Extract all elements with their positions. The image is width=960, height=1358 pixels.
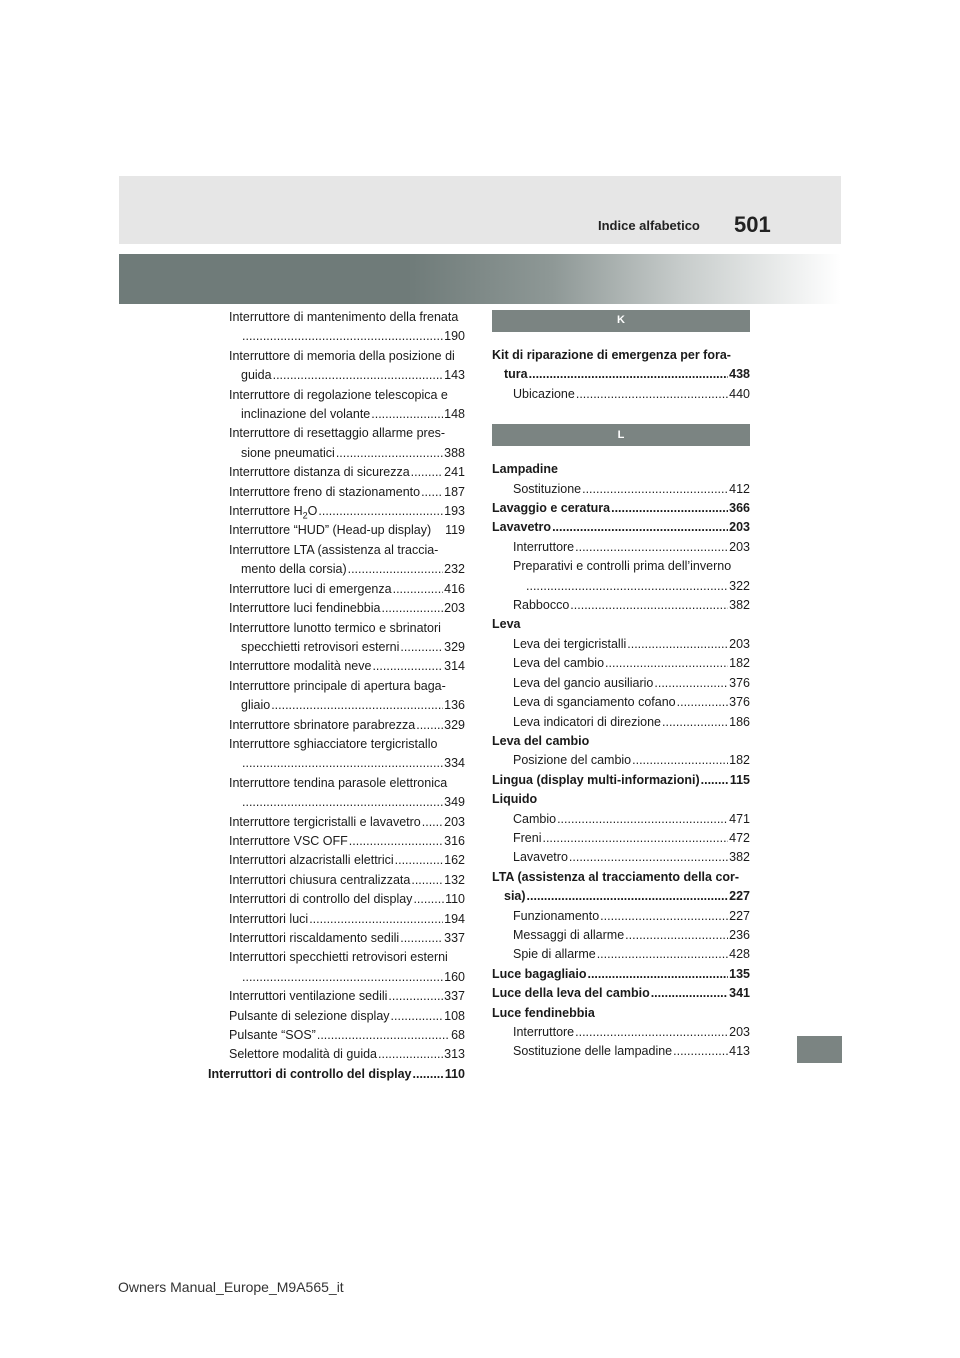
- index-entry-text: Interruttore luci fendinebbia: [229, 601, 381, 616]
- index-page-number: 132: [444, 872, 465, 887]
- index-entry: [492, 984, 750, 1003]
- index-entry-text: Leva di sganciamento cofano: [513, 695, 676, 710]
- dot-leader: [570, 596, 728, 615]
- dot-leader: [391, 1007, 444, 1026]
- index-page-number: 428: [729, 947, 750, 962]
- index-page-number: 108: [444, 1008, 465, 1023]
- index-entry-text: Interruttore di regolazione telescopica e: [229, 387, 448, 402]
- index-entry-text: Interruttore LTA (assistenza al traccia-: [229, 542, 439, 557]
- dot-leader: [271, 696, 443, 715]
- index-entry-text: Freni: [513, 830, 542, 845]
- index-entry: [208, 599, 465, 618]
- dot-leader: [416, 716, 443, 735]
- index-entry: [492, 460, 750, 479]
- dot-leader: [413, 1065, 444, 1084]
- index-entry: [492, 346, 750, 385]
- index-entry-text: Interruttore di memoria della posizione di: [229, 348, 455, 363]
- index-entry-text: Lingua (display multi-informazioni): [492, 772, 700, 787]
- dot-leader: [317, 1026, 450, 1045]
- index-page-number: 187: [444, 484, 465, 499]
- index-page-number: 329: [444, 639, 465, 654]
- index-entry-text: Interruttori ventilazione sedili: [229, 989, 388, 1004]
- dot-leader: [526, 577, 728, 596]
- index-entry-text: Rabbocco: [513, 598, 570, 613]
- dot-leader: [673, 1042, 728, 1061]
- dot-leader: [349, 832, 443, 851]
- index-entry: [208, 424, 465, 463]
- index-page-number: 203: [729, 539, 750, 554]
- index-entry: [492, 810, 750, 829]
- dot-leader: [242, 793, 443, 812]
- index-page-number: 203: [444, 601, 465, 616]
- index-entry: [492, 1004, 750, 1023]
- index-page-number: 110: [445, 892, 465, 907]
- dot-leader: [400, 638, 443, 657]
- dot-leader: [318, 502, 443, 521]
- index-entry-text: Ubicazione: [513, 386, 575, 401]
- dot-leader: [587, 965, 728, 984]
- section-header-k: K: [492, 310, 750, 332]
- dot-leader: [654, 674, 728, 693]
- index-page-number: 382: [729, 850, 750, 865]
- dot-leader: [309, 910, 443, 929]
- index-page-number: 148: [444, 407, 465, 422]
- index-entry: [208, 1007, 465, 1026]
- index-page-number: 203: [729, 1025, 750, 1039]
- section-k-entries: [492, 346, 750, 404]
- index-page-number: 314: [444, 659, 465, 674]
- index-page-number: 160: [444, 969, 465, 984]
- index-entry: [492, 751, 750, 770]
- index-entry-text: Leva del gancio ausiliario: [513, 675, 654, 690]
- index-entry-text: Interruttore: [513, 539, 575, 554]
- index-page-number: 190: [444, 329, 465, 344]
- index-entry-text: Funzionamento: [513, 908, 600, 923]
- index-page-number: 329: [444, 717, 465, 732]
- index-page-number: 119: [445, 523, 465, 538]
- index-entry-text: Interruttori specchietti retrovisori esterni: [229, 950, 448, 965]
- index-entry-text: Pulsante “SOS”: [229, 1028, 316, 1043]
- index-entry-text: Liquido: [492, 792, 538, 807]
- index-page-number: 413: [729, 1044, 750, 1059]
- dot-leader: [605, 654, 728, 673]
- dot-leader: [576, 385, 728, 404]
- dot-leader: [575, 538, 728, 557]
- index-entry: [208, 657, 465, 676]
- index-page-number: 438: [729, 367, 750, 382]
- index-entry: [492, 907, 750, 926]
- index-entry: [492, 926, 750, 945]
- dot-leader: [400, 929, 443, 948]
- index-entry-text: mento della corsia): [241, 562, 347, 577]
- index-entry-text: Interruttori riscaldamento sedili: [229, 931, 400, 945]
- index-entry: [492, 1042, 750, 1061]
- dot-leader: [625, 926, 728, 945]
- index-page-number: 194: [444, 911, 465, 926]
- index-entry-text: Interruttore di resettaggio allarme pres-: [229, 426, 446, 441]
- dot-leader: [395, 851, 444, 870]
- index-entry-text: Interruttore tendina parasole elettronica: [229, 775, 448, 790]
- index-entry-text: Interruttore luci di emergenza: [229, 581, 392, 596]
- index-page-number: 193: [444, 504, 465, 519]
- index-page-number: 334: [444, 756, 465, 771]
- index-entry-text: gliaio: [241, 698, 271, 713]
- index-page-number: 440: [729, 386, 750, 401]
- index-entry-text: tura: [504, 367, 528, 382]
- index-entry-text: Sostituzione delle lampadine: [513, 1044, 673, 1059]
- dot-leader: [627, 635, 728, 654]
- dot-leader: [575, 1023, 728, 1042]
- index-entry: [208, 910, 465, 929]
- index-entry-text: Sostituzione: [513, 481, 582, 496]
- index-page-number: 203: [444, 814, 465, 829]
- section-thumb-tab: [797, 1036, 842, 1063]
- index-entry-text: sione pneumatici: [241, 445, 335, 460]
- index-entry-text: Preparativi e controlli prima dell’inverno: [513, 559, 732, 574]
- index-entry-text: Interruttore freno di stazionamento: [229, 484, 421, 499]
- index-entry: [492, 518, 750, 537]
- index-page-number: 471: [729, 811, 750, 826]
- index-entry: [208, 347, 465, 386]
- index-page-number: 349: [444, 795, 465, 810]
- index-entry: [492, 385, 750, 404]
- index-entry: [208, 890, 465, 909]
- index-entry: [208, 521, 465, 540]
- index-entry: [492, 1023, 750, 1042]
- index-entry-text: Interruttore principale di apertura baga-: [229, 678, 446, 693]
- index-entry: [208, 1026, 465, 1045]
- index-entry: [208, 580, 465, 599]
- index-page-number: 115: [729, 772, 750, 787]
- index-entry-text: Posizione del cambio: [513, 753, 632, 768]
- index-entry-text: Kit di riparazione di emergenza per fora-: [492, 348, 731, 362]
- dot-leader: [611, 499, 728, 518]
- dot-leader: [422, 813, 443, 832]
- dot-leader: [651, 984, 728, 1003]
- dot-leader: [632, 751, 728, 770]
- index-entry-text: LTA (assistenza al tracciamento della cor-: [492, 869, 740, 884]
- dot-leader: [569, 848, 728, 867]
- index-entry: [492, 654, 750, 673]
- index-entry: [208, 502, 465, 521]
- index-entry-text: Lavavetro: [492, 520, 552, 535]
- dot-leader: [413, 890, 444, 909]
- dot-leader: [662, 713, 728, 732]
- index-page-number: 322: [729, 578, 750, 593]
- index-page-number: 136: [444, 698, 465, 713]
- index-page-number: 412: [729, 481, 750, 496]
- index-page-number: 227: [729, 908, 750, 923]
- index-page-number: 337: [444, 989, 465, 1004]
- index-entry: [208, 386, 465, 425]
- index-entry: [492, 557, 750, 596]
- index-entry-text: Leva del cambio: [513, 656, 605, 671]
- index-entry: [492, 848, 750, 867]
- index-entry-text: guida: [241, 368, 272, 383]
- index-entry: [492, 945, 750, 964]
- index-entry-text: Selettore modalità di guida: [229, 1047, 378, 1062]
- index-entry: [208, 987, 465, 1006]
- index-page-number: 376: [729, 675, 750, 690]
- index-entry: [208, 813, 465, 832]
- index-entry: [208, 851, 465, 870]
- index-entry-text: Interruttore sghiacciatore tergicristallo: [229, 736, 438, 751]
- dot-leader: [677, 693, 729, 712]
- dot-leader: [371, 405, 443, 424]
- index-entry: [208, 308, 465, 347]
- dot-leader: [421, 483, 443, 502]
- dot-leader: [529, 365, 729, 384]
- index-entry: [208, 948, 465, 987]
- dot-leader: [336, 444, 443, 463]
- index-page-number: 313: [444, 1047, 465, 1062]
- index-entry-text: Interruttori chiusura centralizzata: [229, 872, 411, 887]
- index-page-number: 382: [729, 598, 750, 613]
- dot-leader: [242, 327, 443, 346]
- index-page-number: 236: [729, 927, 750, 942]
- dot-leader: [242, 968, 443, 987]
- index-page-number: 337: [444, 931, 465, 945]
- index-entry: [208, 832, 465, 851]
- header-band: [119, 176, 841, 244]
- index-page-number: 135: [729, 966, 750, 981]
- section-gap: [492, 404, 750, 422]
- index-column-left: [208, 308, 465, 1084]
- index-page-number: 203: [729, 636, 750, 651]
- dot-leader: [600, 907, 728, 926]
- index-entry-text: Pulsante di selezione display: [229, 1008, 390, 1023]
- index-entry-text: sia): [504, 889, 526, 904]
- index-page-number: 232: [444, 562, 465, 577]
- index-entry-text: Leva del cambio: [492, 733, 590, 748]
- index-entry-text: Interruttori alzacristalli elettrici: [229, 853, 394, 868]
- index-entry: [492, 693, 750, 712]
- index-page-number: 203: [729, 520, 750, 535]
- dot-leader: [381, 599, 443, 618]
- dot-leader: [411, 871, 443, 890]
- index-column-right: [492, 308, 750, 1062]
- index-page-number: 388: [444, 445, 465, 460]
- index-page-number: 366: [729, 501, 750, 516]
- index-page-number: 316: [444, 833, 465, 848]
- dot-leader: [582, 480, 728, 499]
- section-header-l: L: [492, 424, 750, 446]
- index-page-number: 162: [444, 853, 465, 868]
- index-entry-text: Luce della leva del cambio: [492, 986, 650, 1001]
- index-entry-text: Leva dei tergicristalli: [513, 636, 627, 651]
- index-entry-text: Interruttore lunotto termico e sbrinatori: [229, 620, 441, 635]
- index-entry-text: Lavaggio e ceratura: [492, 501, 611, 516]
- index-entry: [208, 871, 465, 890]
- index-entry: [208, 677, 465, 716]
- index-entry-text: Lavavetro: [513, 850, 568, 865]
- index-page-number: 182: [729, 753, 750, 768]
- dot-leader: [393, 580, 444, 599]
- index-entry: [492, 674, 750, 693]
- dot-leader: [242, 754, 443, 773]
- index-page-number: 472: [729, 830, 750, 845]
- index-entry-text: Spie di allarme: [513, 947, 596, 962]
- dot-leader: [348, 560, 444, 579]
- page-header-title: Indice alfabetico: [598, 218, 700, 233]
- index-entry: [208, 716, 465, 735]
- index-page-number: 376: [729, 695, 750, 710]
- index-page-number: 227: [729, 889, 750, 904]
- index-page-number: 241: [444, 465, 465, 480]
- footer-text: Owners Manual_Europe_M9A565_it: [118, 1279, 344, 1295]
- index-entry-text: inclinazione del volante: [241, 407, 371, 422]
- index-entry: [208, 1045, 465, 1064]
- index-entry: [492, 499, 750, 518]
- index-entry: [492, 635, 750, 654]
- index-entry: [208, 929, 465, 948]
- index-entry-text: specchietti retrovisori esterni: [241, 639, 400, 654]
- index-entry-text: Lampadine: [492, 462, 558, 477]
- index-entry-text: Leva indicatori di direzione: [513, 714, 662, 729]
- index-entry-text: Interruttore VSC OFF: [229, 833, 348, 848]
- index-entry: [208, 463, 465, 482]
- dot-leader: [701, 771, 729, 790]
- index-page-number: 110: [444, 1066, 465, 1081]
- index-entry: [208, 735, 465, 774]
- index-entry: [208, 1065, 465, 1084]
- decorative-gradient-bar: [119, 254, 841, 304]
- index-entry-text: Interruttore “HUD” (Head-up display): [229, 523, 432, 538]
- dot-leader: [372, 657, 443, 676]
- page-number: 501: [734, 212, 771, 237]
- index-entry: [492, 771, 750, 790]
- index-page-number: 68: [451, 1028, 465, 1043]
- index-entry: [208, 483, 465, 502]
- index-entry-text: Interruttori di controllo del display: [208, 1066, 412, 1081]
- index-entry-text: Interruttore di mantenimento della frenata: [229, 310, 459, 324]
- index-entry-text: Interruttore distanza di sicurezza: [229, 465, 410, 480]
- dot-leader: [527, 887, 729, 906]
- dot-leader: [552, 518, 728, 537]
- index-entry: [492, 480, 750, 499]
- index-entry-text: Messaggi di allarme: [513, 927, 625, 942]
- index-page-number: 186: [729, 714, 750, 729]
- index-entry: [208, 619, 465, 658]
- index-entry: [492, 615, 750, 634]
- index-entry: [492, 790, 750, 809]
- index-entry-text: Interruttori di controllo del display: [229, 892, 413, 907]
- index-entry-text: Interruttore tergicristalli e lavavetro: [229, 814, 421, 829]
- index-page-number: 182: [729, 656, 750, 671]
- dot-leader: [542, 829, 728, 848]
- index-entry: [492, 538, 750, 557]
- index-page-number: 416: [444, 581, 465, 596]
- dot-leader: [411, 463, 444, 482]
- index-entry-text: Interruttore sbrinatore parabrezza: [229, 717, 416, 732]
- index-entry: [492, 732, 750, 751]
- index-entry-text: Cambio: [513, 811, 557, 826]
- index-entry-text: Interruttore: [513, 1025, 575, 1039]
- index-entry-text: Luce bagagliaio: [492, 966, 587, 981]
- dot-leader: [388, 987, 443, 1006]
- index-entry-text: Luce fendinebbia: [492, 1005, 595, 1020]
- dot-leader: [557, 810, 728, 829]
- index-page-number: 143: [444, 368, 465, 383]
- index-entry-text: Interruttore $H_2O$: [229, 504, 318, 521]
- index-entry: [208, 541, 465, 580]
- index-entry-text: Leva: [492, 617, 521, 632]
- index-page-number: 341: [729, 986, 750, 1001]
- index-entry: [492, 829, 750, 848]
- index-entry: [492, 868, 750, 907]
- index-entry: [492, 965, 750, 984]
- index-entry: [492, 596, 750, 615]
- dot-leader: [273, 366, 444, 385]
- dot-leader: [597, 945, 728, 964]
- index-entry: [492, 713, 750, 732]
- dot-leader: [378, 1045, 443, 1064]
- index-entry-text: Interruttore modalità neve: [229, 659, 372, 674]
- index-entry: [208, 774, 465, 813]
- index-entry-text: Interruttori luci: [229, 911, 309, 926]
- section-l-entries: [492, 460, 750, 1062]
